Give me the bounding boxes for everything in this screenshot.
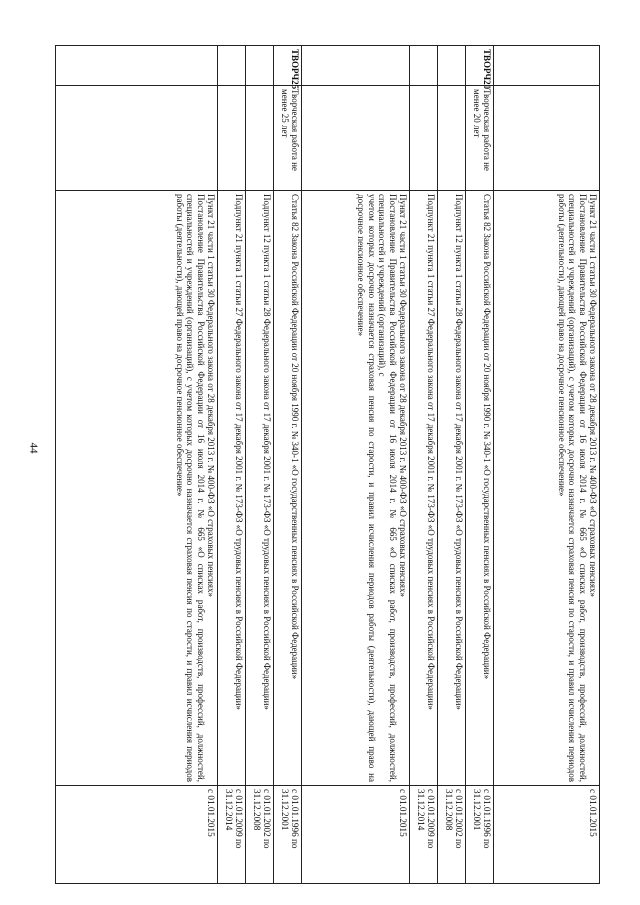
period-cell bbox=[410, 786, 438, 884]
rotated-table-sheet bbox=[55, 45, 600, 883]
legal-basis-text: Подпункт 12 пункта 1 статьи 28 Федерального закона от 17 декабря 2001 г. № 173-ФЗ «О трудовых пенсиях в Российской Федерации» bbox=[454, 194, 464, 710]
table-row bbox=[56, 46, 218, 884]
title-cell-empty bbox=[410, 86, 438, 191]
legal-basis-cell bbox=[302, 191, 410, 786]
code-cell-empty bbox=[410, 46, 438, 86]
legal-basis-text: Подпункт 12 пункта 1 статьи 28 Федерального закона от 17 декабря 2001 г. № 173-ФЗ «О трудовых пенсиях в Российской Федерации» bbox=[262, 194, 272, 710]
legal-basis-text: Постановление Правительства Российской Федерации от 16 июля 2014 г. № 665 «О списках работ, производств, профессий, должностей, специальностей и учреждений (организаций), с bbox=[377, 194, 398, 782]
title-cell-empty bbox=[56, 86, 218, 191]
legal-basis-cell bbox=[438, 191, 466, 786]
legal-basis-text: Постановление Правительства Российской Федерации от 16 июля 2014 г. № 665 «О списках работ, производств, профессий, должностей, специальностей и учреждений (организаций), с учетом которых досрочно назначается страховая пенсия по старости, и правил исчисления периодов работы (деятельности), дающей право на досрочное пенсионное обеспечение» bbox=[556, 194, 588, 782]
legal-basis-cell bbox=[274, 191, 302, 786]
period-cell bbox=[302, 786, 410, 884]
condition-title: Творческая работа не менее 20 лет bbox=[471, 89, 492, 171]
code-cell bbox=[466, 46, 494, 90]
table-row bbox=[494, 46, 600, 884]
legal-basis-text: Пункт 21 части 1 статьи 30 Федерального закона от 28 декабря 2013 г. № 400-ФЗ «О страховых пенсиях» bbox=[206, 194, 216, 597]
condition-title: Творческая работа не менее 25 лет bbox=[279, 89, 300, 171]
table-row bbox=[246, 46, 274, 884]
legal-basis-cell bbox=[410, 191, 438, 786]
title-cell-empty bbox=[438, 86, 466, 191]
period-text: с 01.01.2015 bbox=[398, 789, 408, 837]
title-cell-empty bbox=[494, 86, 600, 191]
legal-basis-cell bbox=[494, 191, 600, 786]
period-text: с 01.01.1996 по 31.12.2001 bbox=[471, 789, 492, 849]
code-cell bbox=[274, 46, 302, 90]
period-cell bbox=[466, 786, 494, 884]
period-cell bbox=[438, 786, 466, 884]
legal-basis-text: Статья 82 Закона Российской Федерации от 20 ноября 1990 г. № 340-1 «О государственных пенсиях в Российской Федерации» bbox=[482, 194, 492, 680]
period-cell bbox=[246, 786, 274, 884]
table-row bbox=[410, 46, 438, 884]
page-number: 44 bbox=[27, 442, 40, 454]
period-cell bbox=[218, 786, 246, 884]
pension-conditions-table bbox=[55, 45, 600, 884]
legal-basis-cell bbox=[246, 191, 274, 786]
condition-code: ТВОРЧ20 bbox=[482, 49, 492, 90]
legal-basis-text: учетом которых досрочно назначается страховая пенсия по старости, и правил исчисления периодов работы (деятельности), дающей право на досрочное пенсионное обеспечение» bbox=[356, 194, 377, 782]
legal-basis-cell bbox=[56, 191, 218, 786]
legal-basis-cell bbox=[218, 191, 246, 786]
period-text: с 01.01.2002 по 31.12.2008 bbox=[443, 789, 464, 849]
table-row bbox=[302, 46, 410, 884]
title-cell-empty bbox=[302, 86, 410, 191]
code-cell-empty bbox=[246, 46, 274, 86]
period-text: с 01.01.2015 bbox=[206, 789, 216, 837]
legal-basis-text: Пункт 21 части 1 статьи 30 Федерального закона от 28 декабря 2013 г. № 400-ФЗ «О страховых пенсиях» bbox=[588, 194, 598, 597]
period-cell bbox=[56, 786, 218, 884]
table-row bbox=[218, 46, 246, 884]
legal-basis-text: Подпункт 21 пункта 1 статьи 27 Федерального закона от 17 декабря 2001 г. № 173-ФЗ «О трудовых пенсиях в Российской Федерации» bbox=[234, 194, 244, 710]
condition-code: ТВОРЧ25 bbox=[290, 49, 300, 90]
code-cell-empty bbox=[438, 46, 466, 86]
title-cell bbox=[274, 86, 302, 191]
code-cell-empty bbox=[56, 46, 218, 86]
period-cell bbox=[494, 786, 600, 884]
table-row bbox=[438, 46, 466, 884]
legal-basis-text: Статья 82 Закона Российской Федерации от 20 ноября 1990 г. № 340-1 «О государственных пенсиях в Российской Федерации» bbox=[290, 194, 300, 680]
period-text: с 01.01.2015 bbox=[588, 789, 598, 837]
legal-basis-text: Пункт 21 части 1 статьи 30 Федерального закона от 28 декабря 2013 г. № 400-ФЗ «О страховых пенсиях» bbox=[398, 194, 408, 597]
table-row bbox=[274, 46, 302, 884]
legal-basis-text: Постановление Правительства Российской Федерации от 16 июля 2014 г. № 665 «О списках работ, производств, профессий, должностей, специальностей и учреждений (организаций), с учетом которых досрочно назначается страховая пенсия по старости, и правил исчисления периодов работы (деятельности), дающей право на досрочное пенсионное обеспечение» bbox=[174, 194, 206, 782]
title-cell bbox=[466, 86, 494, 191]
code-cell-empty bbox=[218, 46, 246, 86]
period-text: с 01.01.2009 по 31.12.2014 bbox=[223, 789, 244, 849]
legal-basis-cell bbox=[466, 191, 494, 786]
code-cell-empty bbox=[302, 46, 410, 86]
period-text: с 01.01.1996 по 31.12.2001 bbox=[279, 789, 300, 849]
title-cell-empty bbox=[218, 86, 246, 191]
title-cell-empty bbox=[246, 86, 274, 191]
table-row bbox=[466, 46, 494, 884]
code-cell-empty bbox=[494, 46, 600, 86]
legal-basis-text: Подпункт 21 пункта 1 статьи 27 Федерального закона от 17 декабря 2001 г. № 173-ФЗ «О трудовых пенсиях в Российской Федерации» bbox=[426, 194, 436, 710]
period-text: с 01.01.2009 по 31.12.2014 bbox=[415, 789, 436, 849]
period-text: с 01.01.2002 по 31.12.2008 bbox=[251, 789, 272, 849]
period-cell bbox=[274, 786, 302, 884]
